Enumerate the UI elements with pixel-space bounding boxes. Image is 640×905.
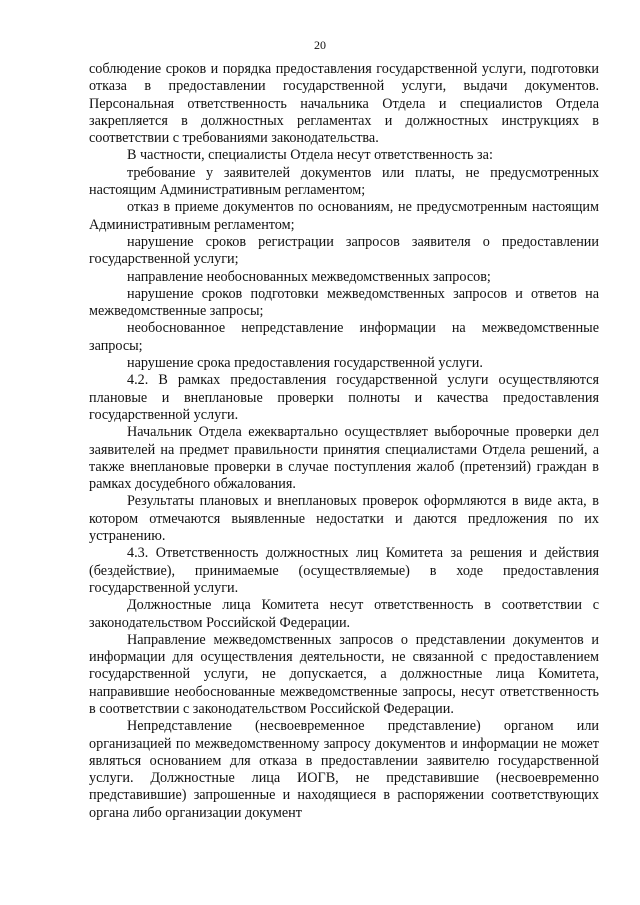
paragraph: требование у заявителей документов или платы, не предусмотренных настоящим Административным регламентом; — [89, 164, 599, 199]
paragraph: Непредставление (несвоевременное представление) органом или организацией по межведомственному запросу документов и информации не может являться основанием для отказа в предоставлении заявителю государственной услуги. Должностные лица ИОГВ, не представившие (несвоевременно представившие) запрошенные и находящиеся в распоряжении соответствующих органа либо организации документ — [89, 718, 599, 821]
paragraph: Должностные лица Комитета несут ответственность в соответствии с законодательством Российской Федерации. — [89, 597, 599, 631]
paragraph: нарушение сроков регистрации запросов заявителя о предоставлении государственной услуги; — [89, 233, 599, 268]
paragraph: Направление межведомственных запросов о представлении документов и информации для осуществления деятельности, не связанной с предоставлением государственной услуги, не допускается, а должностные лица Комитета, направившие необоснованные межведомственные запросы, несут ответственность в соответствии с законодательством Российской Федерации. — [89, 631, 599, 717]
paragraph: Начальник Отдела ежеквартально осуществляет выборочные проверки дел заявителей на предмет правильности принятия специалистами Отдела решений, а также внеплановые проверки в случае поступления жалоб (претензий) граждан в рамках досудебного обжалования. — [89, 424, 599, 493]
document-body — [89, 61, 599, 822]
paragraph: нарушение сроков подготовки межведомственных запросов и ответов на межведомственные запросы; — [89, 285, 599, 320]
paragraph: 4.3. Ответственность должностных лиц Комитета за решения и действия (бездействие), принимаемые (осуществляемые) в ходе предоставления государственной услуги. — [89, 545, 599, 596]
paragraph: необоснованное непредставление информации на межведомственные запросы; — [89, 320, 599, 354]
paragraph: отказ в приеме документов по основаниям, не предусмотренным настоящим Административным регламентом; — [89, 199, 599, 233]
paragraph: направление необоснованных межведомственных запросов; — [127, 268, 491, 285]
paragraph: нарушение срока предоставления государственной услуги. — [127, 355, 483, 372]
page-number: 20 — [314, 38, 326, 52]
paragraph: соблюдение сроков и порядка предоставления государственной услуги, подготовки отказа в предоставлении государственной услуги, выдачи документов. Персональная ответственность начальника Отдела и специалистов Отдела закрепляется в должностных регламентах и должностных инструкциях в соответствии с требованиями законодательства. — [89, 61, 599, 147]
paragraph: Результаты плановых и внеплановых проверок оформляются в виде акта, в котором отмечаются выявленные недостатки и даются предложения по их устранению. — [89, 493, 599, 545]
paragraph: 4.2. В рамках предоставления государственной услуги осуществляются плановые и внеплановые проверки полноты и качества предоставления государственной услуги. — [89, 372, 599, 423]
paragraph: В частности, специалисты Отдела несут ответственность за: — [127, 147, 493, 164]
